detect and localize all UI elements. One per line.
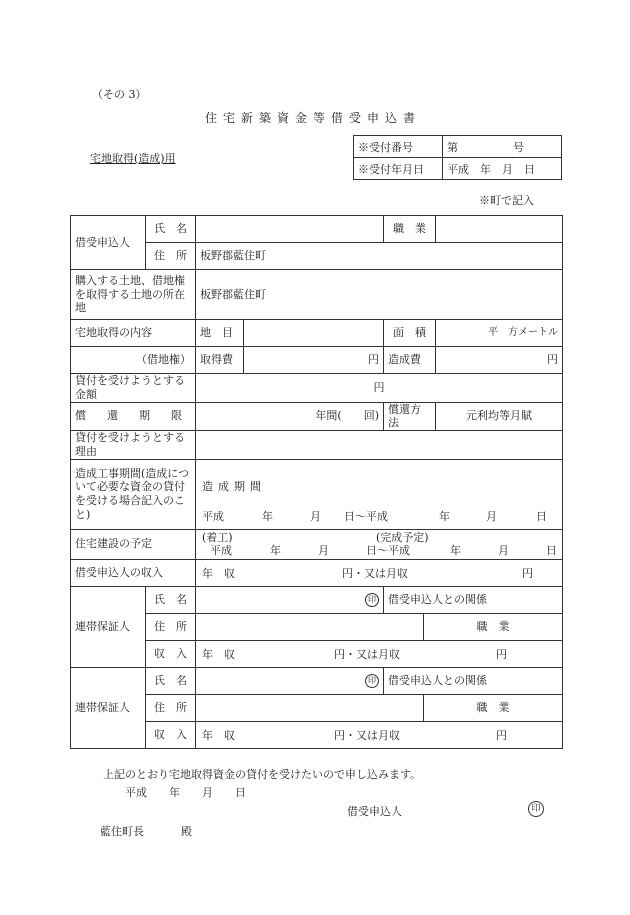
area-label: 面 積 [384,320,436,347]
construction-period-field[interactable] [196,459,563,529]
applicant-name-label: 氏 名 [146,216,196,243]
loan-reason-label: 貸付を受けようとする理由 [71,431,196,460]
acquisition-content-label: 宅地取得の内容 [71,320,196,347]
receipt-box [353,135,562,180]
date-heisei: 平成 [202,509,224,523]
yen-unit: 円 [522,566,533,580]
yen-unit: 円 [496,647,507,661]
development-cost-label: 造成費 [384,347,436,374]
yen-unit: 円 [496,728,507,742]
land-location-field[interactable]: 板野郡藍住町 [196,270,563,320]
guarantor-1-address-label: 住 所 [146,613,196,640]
guarantor-1-relation-label: 借受申込人との関係 [384,586,563,613]
guarantor-1-address-field[interactable] [196,613,424,640]
land-location-label: 購入する土地、借地権を取得する土地の所在地 [71,270,196,320]
guarantor-1-occupation-label: 職 業 [424,613,563,640]
receipt-number-field[interactable]: 第 号 [443,136,562,158]
annual-income-label: 年 収 [202,566,235,580]
date-day-range: 日～平成 [344,509,388,523]
applicant-occupation-field[interactable] [436,216,563,243]
applicant-address-field[interactable]: 板野郡藍住町 [196,243,563,270]
guarantor-2-address-label: 住 所 [146,694,196,721]
guarantor-1-income-label: 収 入 [146,640,196,667]
town-note: ※町で記入 [479,194,534,207]
applicant-label: 借受申込人 [71,216,146,270]
construction-plan-label: 住宅建設の予定 [71,529,196,559]
date-heisei: 平成 [210,543,232,557]
guarantor-1-name-field[interactable] [196,586,384,613]
plan-start-label: (着工) [202,530,233,544]
development-cost-field[interactable]: 円 [436,347,563,374]
application-statement: 上記のとおり宅地取得資金の貸付を受けたいので申し込みます。 [103,768,422,781]
guarantor-2-address-field[interactable] [196,694,424,721]
date-year: 年 [450,543,461,557]
date-year: 年 [270,543,281,557]
date-day: 日 [546,543,557,557]
monthly-income-label: 円・又は月収 [334,728,400,742]
applicant-income-label: 借受申込人の収入 [71,559,196,586]
guarantor-2-income-label: 収 入 [146,721,196,748]
addressee: 藍住町長 [100,825,144,838]
repayment-method-field[interactable]: 元利均等月賦 [436,402,563,431]
annual-income-label: 年 収 [202,647,235,661]
loan-reason-field[interactable] [196,431,563,460]
acquisition-cost-field[interactable]: 円 [244,347,384,374]
monthly-income-label: 円・又は月収 [334,647,400,661]
monthly-income-label: 円・又は月収 [342,566,408,580]
date-month: 月 [486,509,497,523]
construction-plan-field[interactable] [196,529,563,559]
receipt-number-label: ※受付番号 [354,136,443,158]
construction-period-text: 造成期間 [202,479,266,493]
land-category-field[interactable] [244,320,384,347]
guarantor-2-income-field[interactable] [196,721,563,748]
guarantor-1-name-label: 氏 名 [146,586,196,613]
area-field[interactable]: 平 方メートル [436,320,563,347]
guarantor-1-label: 連帯保証人 [71,586,146,667]
applicant-address-label: 住 所 [146,243,196,270]
date-month: 月 [310,509,321,523]
applicant-income-field[interactable] [196,559,563,586]
date-year: 年 [262,509,273,523]
loan-amount-field[interactable]: 円 [196,374,563,403]
application-date[interactable]: 平成 年 月 日 [125,786,246,799]
date-day: 日 [536,509,547,523]
receipt-date-field[interactable]: 平成 年 月 日 [443,158,562,180]
guarantor-1-income-field[interactable] [196,640,563,667]
repayment-term-label: 償 還 期 限 [71,402,196,431]
guarantor-2-name-field[interactable] [196,667,384,694]
annual-income-label: 年 収 [202,728,235,742]
land-category-label: 地 目 [196,320,244,347]
guarantor-2-occupation-label: 職 業 [424,694,563,721]
applicant-name-field[interactable] [196,216,384,243]
date-day-range: 日～平成 [366,543,410,557]
receipt-date-label: ※受付年月日 [354,158,443,180]
repayment-method-label: 償還方法 [384,402,436,431]
construction-period-label: 造成工事期間(造成について必要な資金の貸付を受ける場合記入のこと) [71,459,196,529]
applicant-seal-mark: 印 [528,801,544,817]
application-table [70,215,563,749]
seal-mark: 印 [365,593,379,607]
form-subtitle: 宅地取得(造成)用 [90,152,176,165]
guarantor-2-relation-label: 借受申込人との関係 [384,667,563,694]
leasehold-label: （借地権） [71,347,196,374]
form-number: （その 3） [92,88,147,101]
applicant-signature-label: 借受申込人 [347,805,402,818]
form-title: 住宅新築資金等借受申込書 [205,111,422,125]
seal-mark: 印 [365,674,379,688]
acquisition-cost-label: 取得費 [196,347,244,374]
repayment-term-field[interactable]: 年間( 回) [196,402,384,431]
date-month: 月 [498,543,509,557]
guarantor-2-name-label: 氏 名 [146,667,196,694]
guarantor-2-label: 連帯保証人 [71,667,146,748]
honorific: 殿 [181,825,192,838]
applicant-occupation-label: 職 業 [384,216,436,243]
date-month: 月 [318,543,329,557]
plan-end-label: (完成予定) [376,530,429,544]
loan-amount-label: 貸付を受けようとする金額 [71,374,196,403]
date-year: 年 [439,509,450,523]
